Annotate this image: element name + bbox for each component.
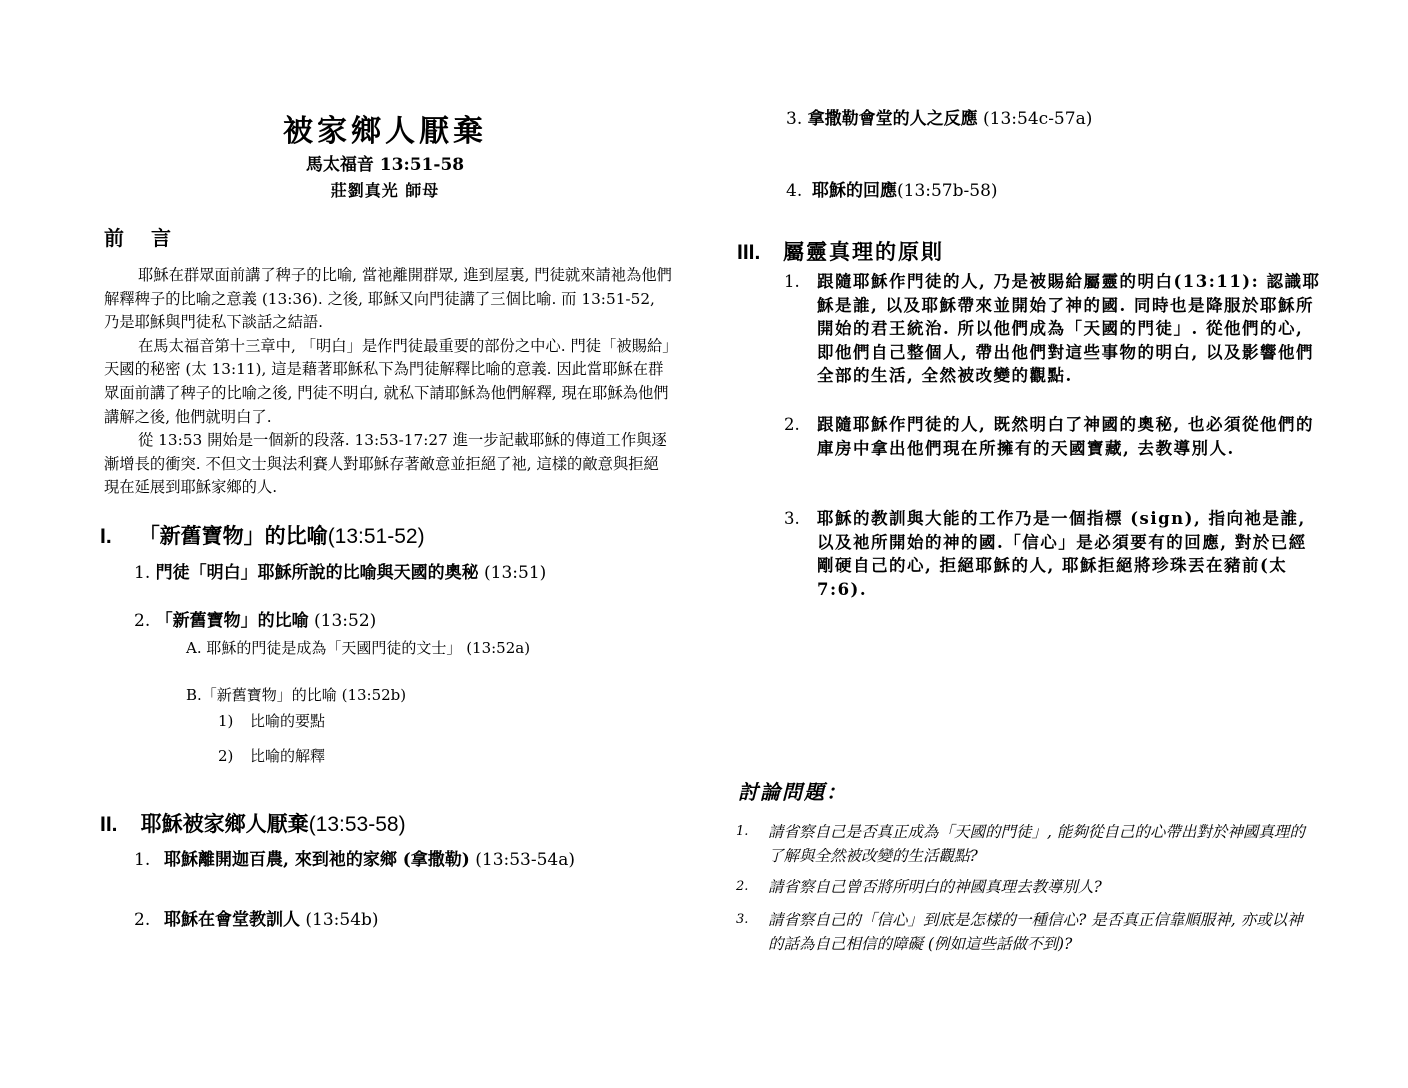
subitem-ref: (13:52a) [466,639,531,657]
section-3-number: III. [737,241,761,264]
principle-item [784,413,1324,460]
principle-item [784,507,1324,601]
section-1-heading [100,520,425,550]
discussion-heading: 討論問題： [738,780,848,804]
preface-paragraph: 從 13:53 開始是一個新的段落. 13:53-17:27 進一步記載耶穌的傳道工作與逐漸增長的衝突. 不但文士與法利賽人對耶穌存著敵意並拒絕了祂, 這樣的敵意與拒絕現在延展到耶穌家鄉的人. [104,431,667,497]
question-number: 3. [736,912,749,927]
item-text: 耶穌離開迦百農, 來到祂的家鄉 (拿撒勒) [164,850,470,870]
section-1-item [134,606,376,631]
section-2-heading [100,808,406,838]
preface-body [104,264,674,500]
point-text: 比喻的解釋 [250,747,326,765]
item-number: 3. [786,109,803,129]
item-number: 1. [134,850,151,870]
section-2-title: 耶穌被家鄉人厭棄 [140,811,309,836]
section-1-title: 「新舊寶物」的比喻 [138,523,328,548]
point-number: 2) [218,747,234,765]
subitem-number: A. [186,639,202,657]
discussion-question [736,908,1316,956]
item-text: 「新舊寶物」的比喻 [155,611,309,631]
preface-paragraph: 耶穌在群眾面前講了稗子的比喻, 當祂離開群眾, 進到屋裏, 門徒就來請祂為他們解釋稗子的比喻之意義 (13:36). 之後, 耶穌又向門徒講了三個比喻. 而 13:51-52, 乃是耶穌與門徒私下談話之結語. [104,266,672,332]
section-1-subitem [186,684,406,705]
author: 莊劉真光 師母 [330,181,440,200]
item-ref: (13:54c-57a) [983,109,1093,129]
principle-number: 1. [784,272,800,291]
section-3-title: 屬靈真理的原則 [783,239,944,264]
section-1-item [134,558,546,583]
section-2-ref: (13:53-58) [308,813,406,836]
question-text: 請省察自己的「信心」到底是怎樣的一種信心? 是否真正信靠順服神, 亦或以神的話為自己相信的障礙 (例如這些話做不到)? [768,911,1303,953]
principle-number: 3. [784,509,800,528]
item-number: 2. [134,910,151,930]
section-1-ref: (13:51-52) [327,525,425,548]
item-ref: (13:57b-58) [897,181,998,201]
principle-text: 耶穌的教訓與大能的工作乃是一個指標 (sign), 指向祂是誰, 以及祂所開始的神的國.「信心」是必須要有的回應, 對於已經剛硬自己的心, 拒絕耶穌的人, 耶穌拒絕將珍珠丟在豬前(太 7:6). [817,509,1307,599]
item-ref: (13:53-54a) [475,850,576,870]
point-number: 1) [218,712,234,730]
section-2-item [134,845,575,870]
item-number: 2. [134,611,151,631]
item-text: 門徒「明白」耶穌所說的比喻與天國的奧秘 [155,563,479,583]
principle-text: 跟隨耶穌作門徒的人, 乃是被賜給屬靈的明白(13:11): 認識耶穌是誰, 以及耶穌帶來並開始了神的國. 同時也是降服於耶穌所開始的君王統治. 所以他們成為「天國的門徒」. 從他們的心, 即他們自己整個人, 帶出他們對這些事物的明白, 以及影響他們全部的生活, 全然被改變的觀點. [817,272,1321,385]
preface-paragraph: 在馬太福音第十三章中, 「明白」是作門徒最重要的部份之中心. 門徒「被賜給」天國的秘密 (太 13:11), 這是藉著耶穌私下為門徒解釋比喻的意義. 因此當耶穌在群眾面前講了稗子的比喻之後, 門徒不明白, 就私下請耶穌為他們解釋, 現在耶穌為他們講解之後, 他們就明白了. [104,336,670,426]
section-3-heading [737,236,944,266]
preface-heading: 前 言 [104,226,181,250]
item-number: 1. [134,563,151,583]
subitem-text: 「新舊寶物」的比喻 [201,686,337,704]
subitem-ref: (13:52b) [341,686,407,704]
discussion-question [736,820,1316,868]
item-ref: (13:52) [314,611,377,631]
section-1-point [218,745,325,766]
principle-text: 跟隨耶穌作門徒的人, 既然明白了神國的奧秘, 也必須從他們的庫房中拿出他們現在所擁有的天國寶藏, 去教導別人. [817,415,1314,458]
item-text: 耶穌的回應 [812,181,897,201]
item-text: 拿撒勒會堂的人之反應 [807,109,978,129]
section-1-subitem [186,637,530,658]
subitem-number: B. [186,686,202,704]
section-2-item [134,905,379,930]
principle-number: 2. [784,415,800,434]
item-number: 4. [786,181,803,201]
item-ref: (13:51) [484,563,547,583]
section-2-number: II. [100,813,118,836]
principle-item [784,270,1324,388]
scripture-reference: 馬太福音 13:51-58 [305,155,465,175]
section-2-item [786,104,1092,129]
point-text: 比喻的要點 [250,712,326,730]
item-ref: (13:54b) [305,910,379,930]
question-text: 請省察自己是否真正成為「天國的門徒」, 能夠從自己的心帶出對於神國真理的了解與全然被改變的生活觀點? [768,823,1305,865]
question-number: 1. [736,824,749,839]
discussion-question [736,875,1316,899]
page-title: 被家鄉人厭棄 [283,114,487,149]
question-number: 2. [736,879,749,894]
subitem-text: 耶穌的門徒是成為「天國門徒的文士」 [206,639,462,657]
question-text: 請省察自己曾否將所明白的神國真理去教導別人? [768,878,1102,896]
section-2-item [786,176,998,201]
item-text: 耶穌在會堂教訓人 [164,910,300,930]
section-1-point [218,710,325,731]
section-1-number: I. [100,525,112,548]
